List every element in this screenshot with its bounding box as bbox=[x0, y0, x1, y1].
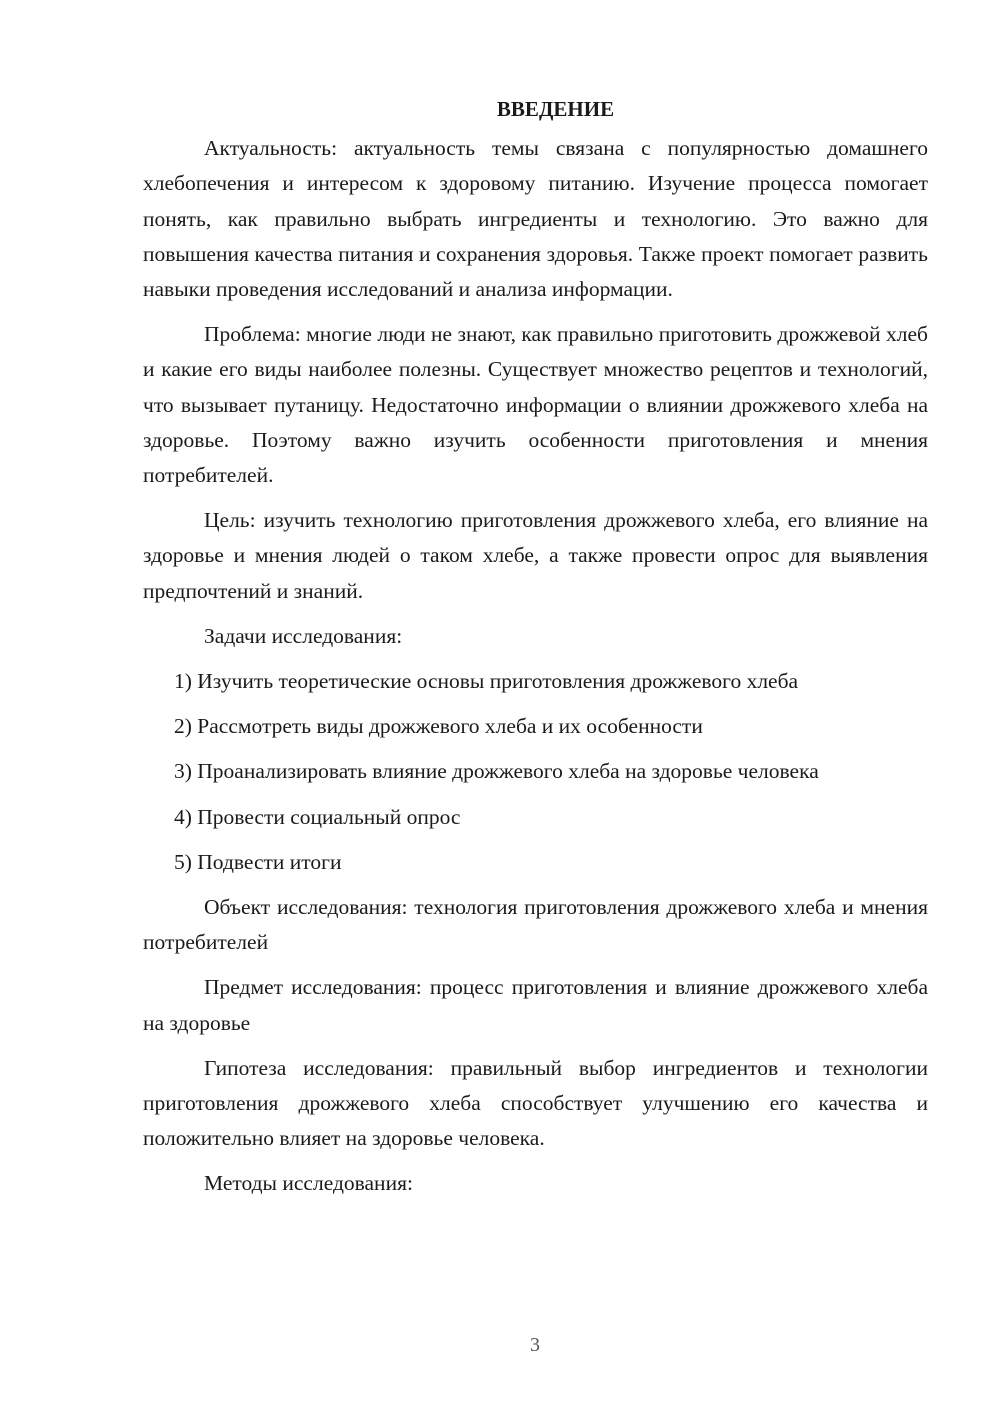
paragraph-problem: Проблема: многие люди не знают, как правильно приготовить дрожжевой хлеб и какие его виды наиболее полезны. Существует множество рецептов и технологий, что вызывает путаницу. Недостаточно информации о влиянии дрожжевого хлеба на здоровье. Поэтому важно изучить особенности приготовления и мнения потребителей. bbox=[143, 322, 928, 488]
paragraph-subject: Предмет исследования: процесс приготовления и влияние дрожжевого хлеба на здоровье bbox=[143, 975, 928, 1035]
paragraph-goal: Цель: изучить технологию приготовления дрожжевого хлеба, его влияние на здоровье и мнения людей о таком хлебе, а также провести опрос для выявления предпочтений и знаний. bbox=[143, 508, 928, 603]
task-item: 3) Проанализировать влияние дрожжевого хлеба на здоровье человека bbox=[174, 759, 819, 784]
document-page bbox=[143, 92, 928, 1212]
paragraph-hypothesis: Гипотеза исследования: правильный выбор ингредиентов и технологии приготовления дрожжевого хлеба способствует улучшению его качества и положительно влияет на здоровье человека. bbox=[143, 1055, 928, 1151]
section-title: ВВЕДЕНИЕ bbox=[496, 97, 615, 121]
tasks-list bbox=[143, 664, 928, 880]
task-item: 2) Рассмотреть виды дрожжевого хлеба и их особенности bbox=[174, 714, 703, 739]
tasks-heading: Задачи исследования: bbox=[204, 623, 403, 648]
paragraph-relevance: Актуальность: актуальность темы связана с популярностью домашнего хлебопечения и интересом к здоровому питанию. Изучение процесса помогает понять, как правильно выбрать ингредиенты и технологию. Это важно для повышения качества питания и сохранения здоровья. Также проект помогает развить навыки проведения исследований и анализа информации. bbox=[143, 136, 928, 302]
task-item: 1) Изучить теоретические основы приготовления дрожжевого хлеба bbox=[174, 669, 799, 694]
methods-heading: Методы исследования: bbox=[204, 1171, 413, 1196]
task-item: 4) Провести социальный опрос bbox=[174, 804, 461, 829]
paragraph-object: Объект исследования: технология приготовления дрожжевого хлеба и мнения потребителей bbox=[143, 895, 928, 955]
page-number: 3 bbox=[530, 1334, 540, 1356]
task-item: 5) Подвести итоги bbox=[174, 849, 342, 874]
